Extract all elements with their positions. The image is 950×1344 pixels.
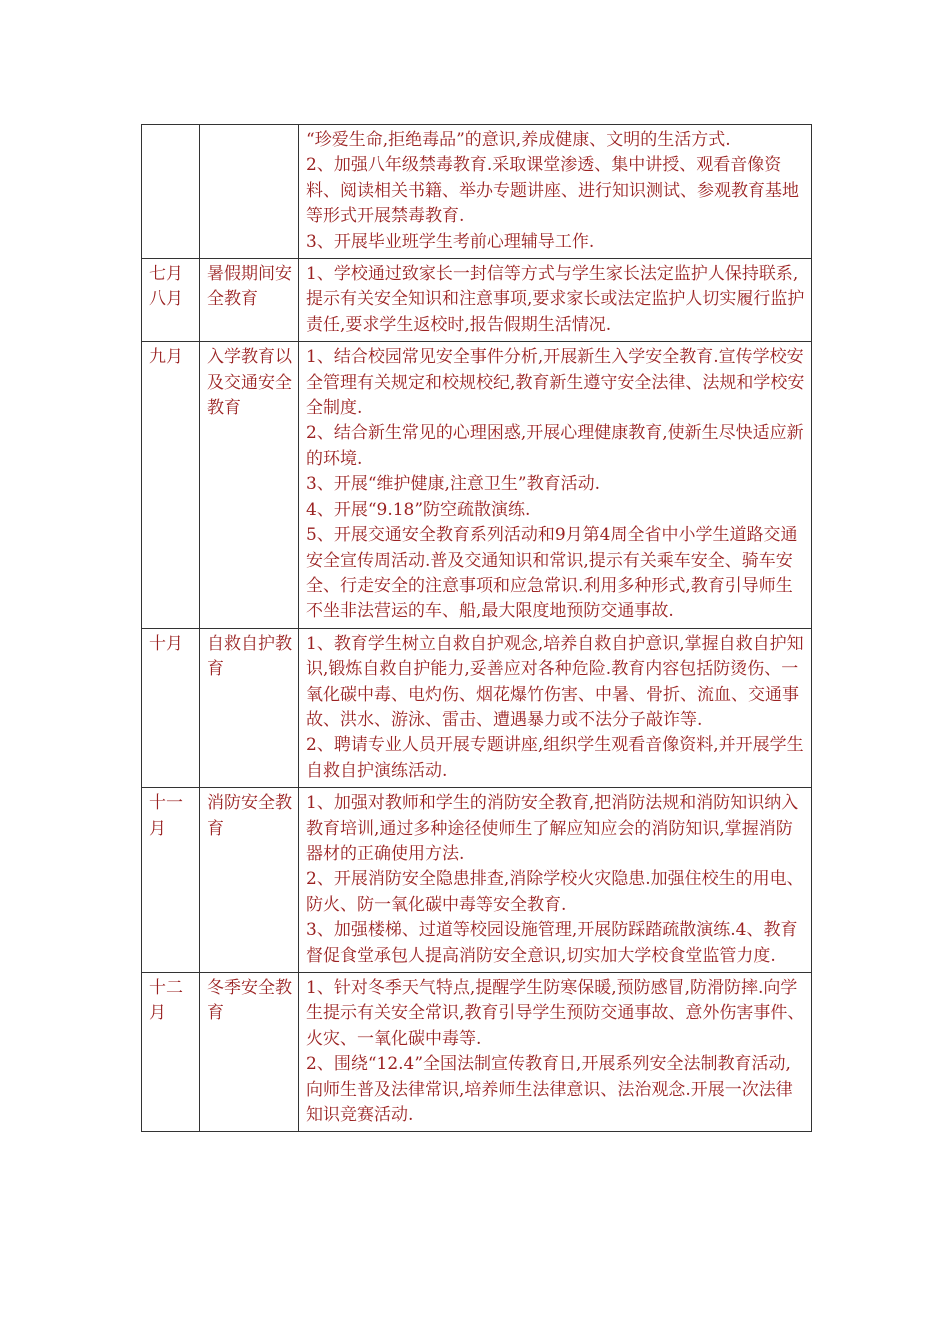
month-cell: 十一月 [142, 788, 200, 973]
content-line: 4、开展“9.18”防空疏散演练. [306, 499, 531, 520]
content-cell [299, 788, 812, 973]
content-cell [299, 628, 812, 787]
content-line: 1、学校通过致家长一封信等方式与学生家长法定监护人保持联系,提示有关安全知识和注意事项,要求家长或法定监护人切实履行监护责任,要求学生返校时,报告假期生活情况. [306, 264, 805, 335]
content-line: 3、开展“维护健康,注意卫生”教育活动. [306, 474, 601, 495]
topic-cell [200, 125, 299, 259]
month-cell [142, 125, 200, 259]
topic-cell: 自救自护教育 [200, 628, 299, 787]
topic-cell: 入学教育以及交通安全教育 [200, 342, 299, 628]
content-line: 1、针对冬季天气特点,提醒学生防寒保暖,预防感冒,防滑防摔.向学生提示有关安全常识,教育引导学生预防交通事故、意外伤害事件、火灾、一氧化碳中毒等. [306, 978, 805, 1049]
content-line: 5、开展交通安全教育系列活动和9月第4周全省中小学生道路交通安全宣传周活动.普及交通知识和常识,提示有关乘车安全、骑车安全、行走安全的注意事项和应急常识.利用多种形式,教育引导师生不坐非法营运的车、船,最大限度地预防交通事故. [306, 525, 798, 622]
table-row [142, 259, 812, 342]
month-cell: 十月 [142, 628, 200, 787]
table-row [142, 342, 812, 628]
month-cell: 七月八月 [142, 259, 200, 342]
month-cell: 十二月 [142, 973, 200, 1132]
content-line: 1、教育学生树立自救自护观念,培养自救自护意识,掌握自救自护知识,锻炼自救自护能力,妥善应对各种危险.教育内容包括防烫伤、一氧化碳中毒、电灼伤、烟花爆竹伤害、中暑、骨折、流血、交通事故、洪水、游泳、雷击、遭遇暴力或不法分子敲诈等. [306, 633, 804, 730]
content-line: 2、开展消防安全隐患排查,消除学校火灾隐患.加强住校生的用电、防火、防一氧化碳中毒等安全教育. [306, 869, 804, 915]
content-cell [299, 125, 812, 259]
content-line: 3、开展毕业班学生考前心理辅导工作. [306, 231, 595, 252]
content-line: 2、聘请专业人员开展专题讲座,组织学生观看音像资料,并开展学生自救自护演练活动. [306, 735, 804, 781]
table-row [142, 788, 812, 973]
content-line: 1、加强对教师和学生的消防安全教育,把消防法规和消防知识纳入教育培训,通过多种途径使师生了解应知应会的消防知识,掌握消防器材的正确使用方法. [306, 793, 799, 864]
content-line: 1、结合校园常见安全事件分析,开展新生入学安全教育.宣传学校安全管理有关规定和校规校纪,教育新生遵守安全法律、法规和学校安全制度. [306, 347, 805, 419]
document-page [141, 124, 811, 1132]
content-cell [299, 342, 812, 628]
content-line: “珍爱生命,拒绝毒品”的意识,养成健康、文明的生活方式. [306, 130, 731, 150]
topic-cell: 暑假期间安全教育 [200, 259, 299, 342]
content-cell [299, 973, 812, 1132]
content-line: 2、围绕“12.4”全国法制宣传教育日,开展系列安全法制教育活动,向师生普及法律常识,培养师生法律意识、法治观念.开展一次法律知识竞赛活动. [306, 1054, 793, 1126]
month-cell: 九月 [142, 342, 200, 628]
content-line: 2、结合新生常见的心理困惑,开展心理健康教育,使新生尽快适应新的环境. [306, 423, 804, 469]
content-cell [299, 259, 812, 342]
content-line: 2、加强八年级禁毒教育.采取课堂渗透、集中讲授、观看音像资料、阅读相关书籍、举办专题讲座、进行知识测试、参观教育基地等形式开展禁毒教育. [306, 155, 799, 227]
table-row [142, 628, 812, 787]
topic-cell: 冬季安全教育 [200, 973, 299, 1132]
content-line: 3、加强楼梯、过道等校园设施管理,开展防踩踏疏散演练.4、教育督促食堂承包人提高消防安全意识,切实加大学校食堂监管力度. [306, 920, 798, 966]
table-row [142, 973, 812, 1132]
table-row [142, 125, 812, 259]
topic-cell: 消防安全教育 [200, 788, 299, 973]
safety-education-plan-table [141, 124, 812, 1132]
